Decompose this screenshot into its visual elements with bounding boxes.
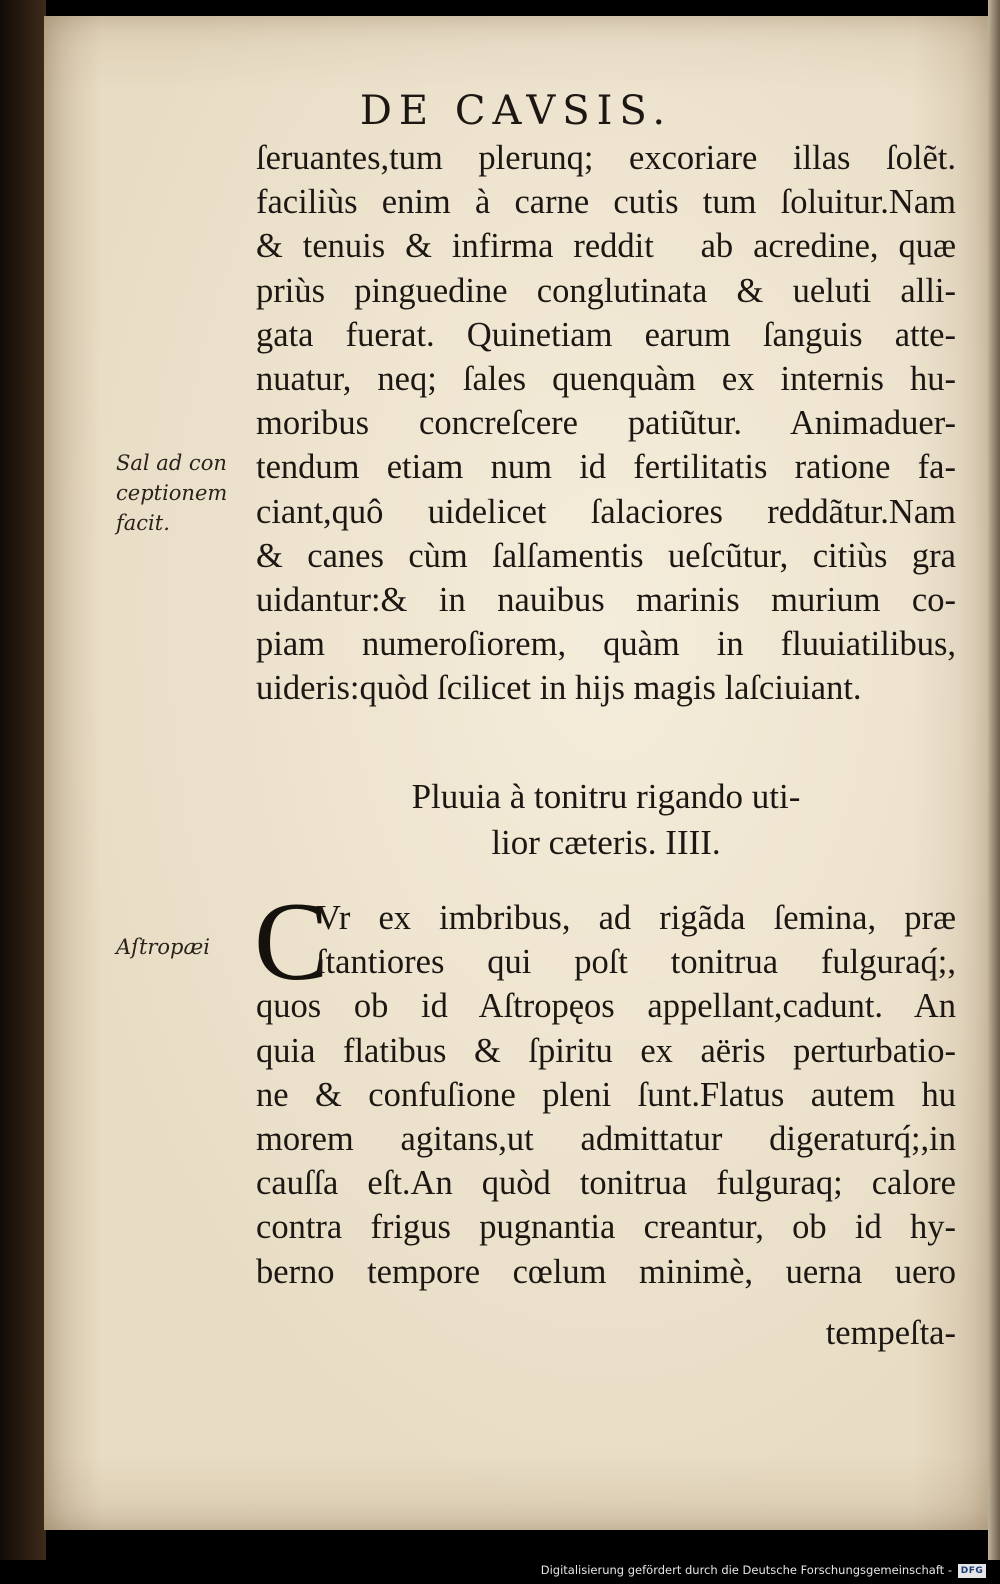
text-line: Vr ex imbribus, ad rigãda ſemina, præ xyxy=(316,899,956,937)
text-line: priùs pinguedine conglutinata & ueluti alli- xyxy=(256,271,956,310)
text-line: contra frigus pugnantia creantur, ob id hy- xyxy=(256,1208,956,1247)
marginal-note-line: ceptionem xyxy=(116,481,228,505)
book-spine-edge xyxy=(0,0,46,1560)
marginal-note-astropaei xyxy=(116,932,210,962)
marginal-note-line: Aſtropæi xyxy=(116,935,210,959)
funding-credit: Digitalisierung gefördert durch die Deutsche Forschungsgemeinschaft - xyxy=(540,1563,952,1577)
text-line: uidantur:& in nauibus marinis murium co- xyxy=(256,580,956,619)
chapter-heading-line: Pluuia à tonitru rigando uti- xyxy=(411,777,801,816)
chapter-heading-line: lior cæteris. IIII. xyxy=(491,823,721,862)
text-line: uideris:quòd ſcilicet in hijs magis laſciuiant. xyxy=(256,669,862,708)
text-line: tendum etiam num id fertilitatis ratione fa- xyxy=(256,448,956,487)
running-head: DE CAVSIS. xyxy=(359,88,673,134)
text-line: piam numeroſiorem, quàm in fluuiatilibus, xyxy=(256,625,956,664)
page-right-edge xyxy=(988,0,1000,1560)
marginal-note-line: facit. xyxy=(116,511,170,535)
footer-bar xyxy=(0,1560,1000,1584)
text-line: cauſſa eſt.An quòd tonitrua fulguraq; calore xyxy=(256,1164,956,1203)
text-line: berno tempore cœlum minimè, uerna uero xyxy=(256,1252,956,1291)
text-line: nuatur, neq; ſales quenquàm ex internis hu- xyxy=(256,359,956,398)
text-line: faciliùs enim à carne cutis tum ſoluitur.Nam xyxy=(256,183,956,222)
chapter-heading xyxy=(256,774,956,866)
text-line: moribus concreſcere patiũtur. Animaduer- xyxy=(256,404,956,443)
text-line: ciant,quô uidelicet ſalaciores reddãtur.Nam xyxy=(256,492,956,531)
text-line: & tenuis & infirma redditᷣ ab acredine, quæ xyxy=(256,227,956,266)
text-line: & canes cùm ſalſamentis ueſcũtur, citiùs gra xyxy=(256,536,956,575)
paragraph-1 xyxy=(256,136,956,710)
text-line: ſeruantes,tum plerunq; excoriare illas ſolẽt. xyxy=(256,139,956,177)
text-line: quos ob id Aſtropęos appellant,cadunt. An xyxy=(256,987,956,1026)
marginal-note-line: Sal ad con xyxy=(116,451,227,475)
text-line: morem agitans,ut admittatur digeraturq́;,in xyxy=(256,1119,956,1158)
text-line: ſtantiores qui poſt tonitrua fulguraq́;, xyxy=(316,943,956,982)
book-page xyxy=(44,16,988,1530)
drop-cap-initial: C xyxy=(254,880,329,1004)
text-line: gata fuerat. Quinetiam earum ſanguis atte- xyxy=(256,315,956,354)
marginal-note-sal xyxy=(116,448,227,538)
text-line: quia flatibus & ſpiritu ex aëris perturbatio- xyxy=(256,1031,956,1070)
catchword: tempeſta- xyxy=(825,1314,956,1352)
text-line: ne & confuſione pleni ſunt.Flatus autem hu xyxy=(256,1075,956,1114)
dfg-logo-icon: DFG xyxy=(958,1564,986,1578)
paragraph-2 xyxy=(254,880,956,1294)
